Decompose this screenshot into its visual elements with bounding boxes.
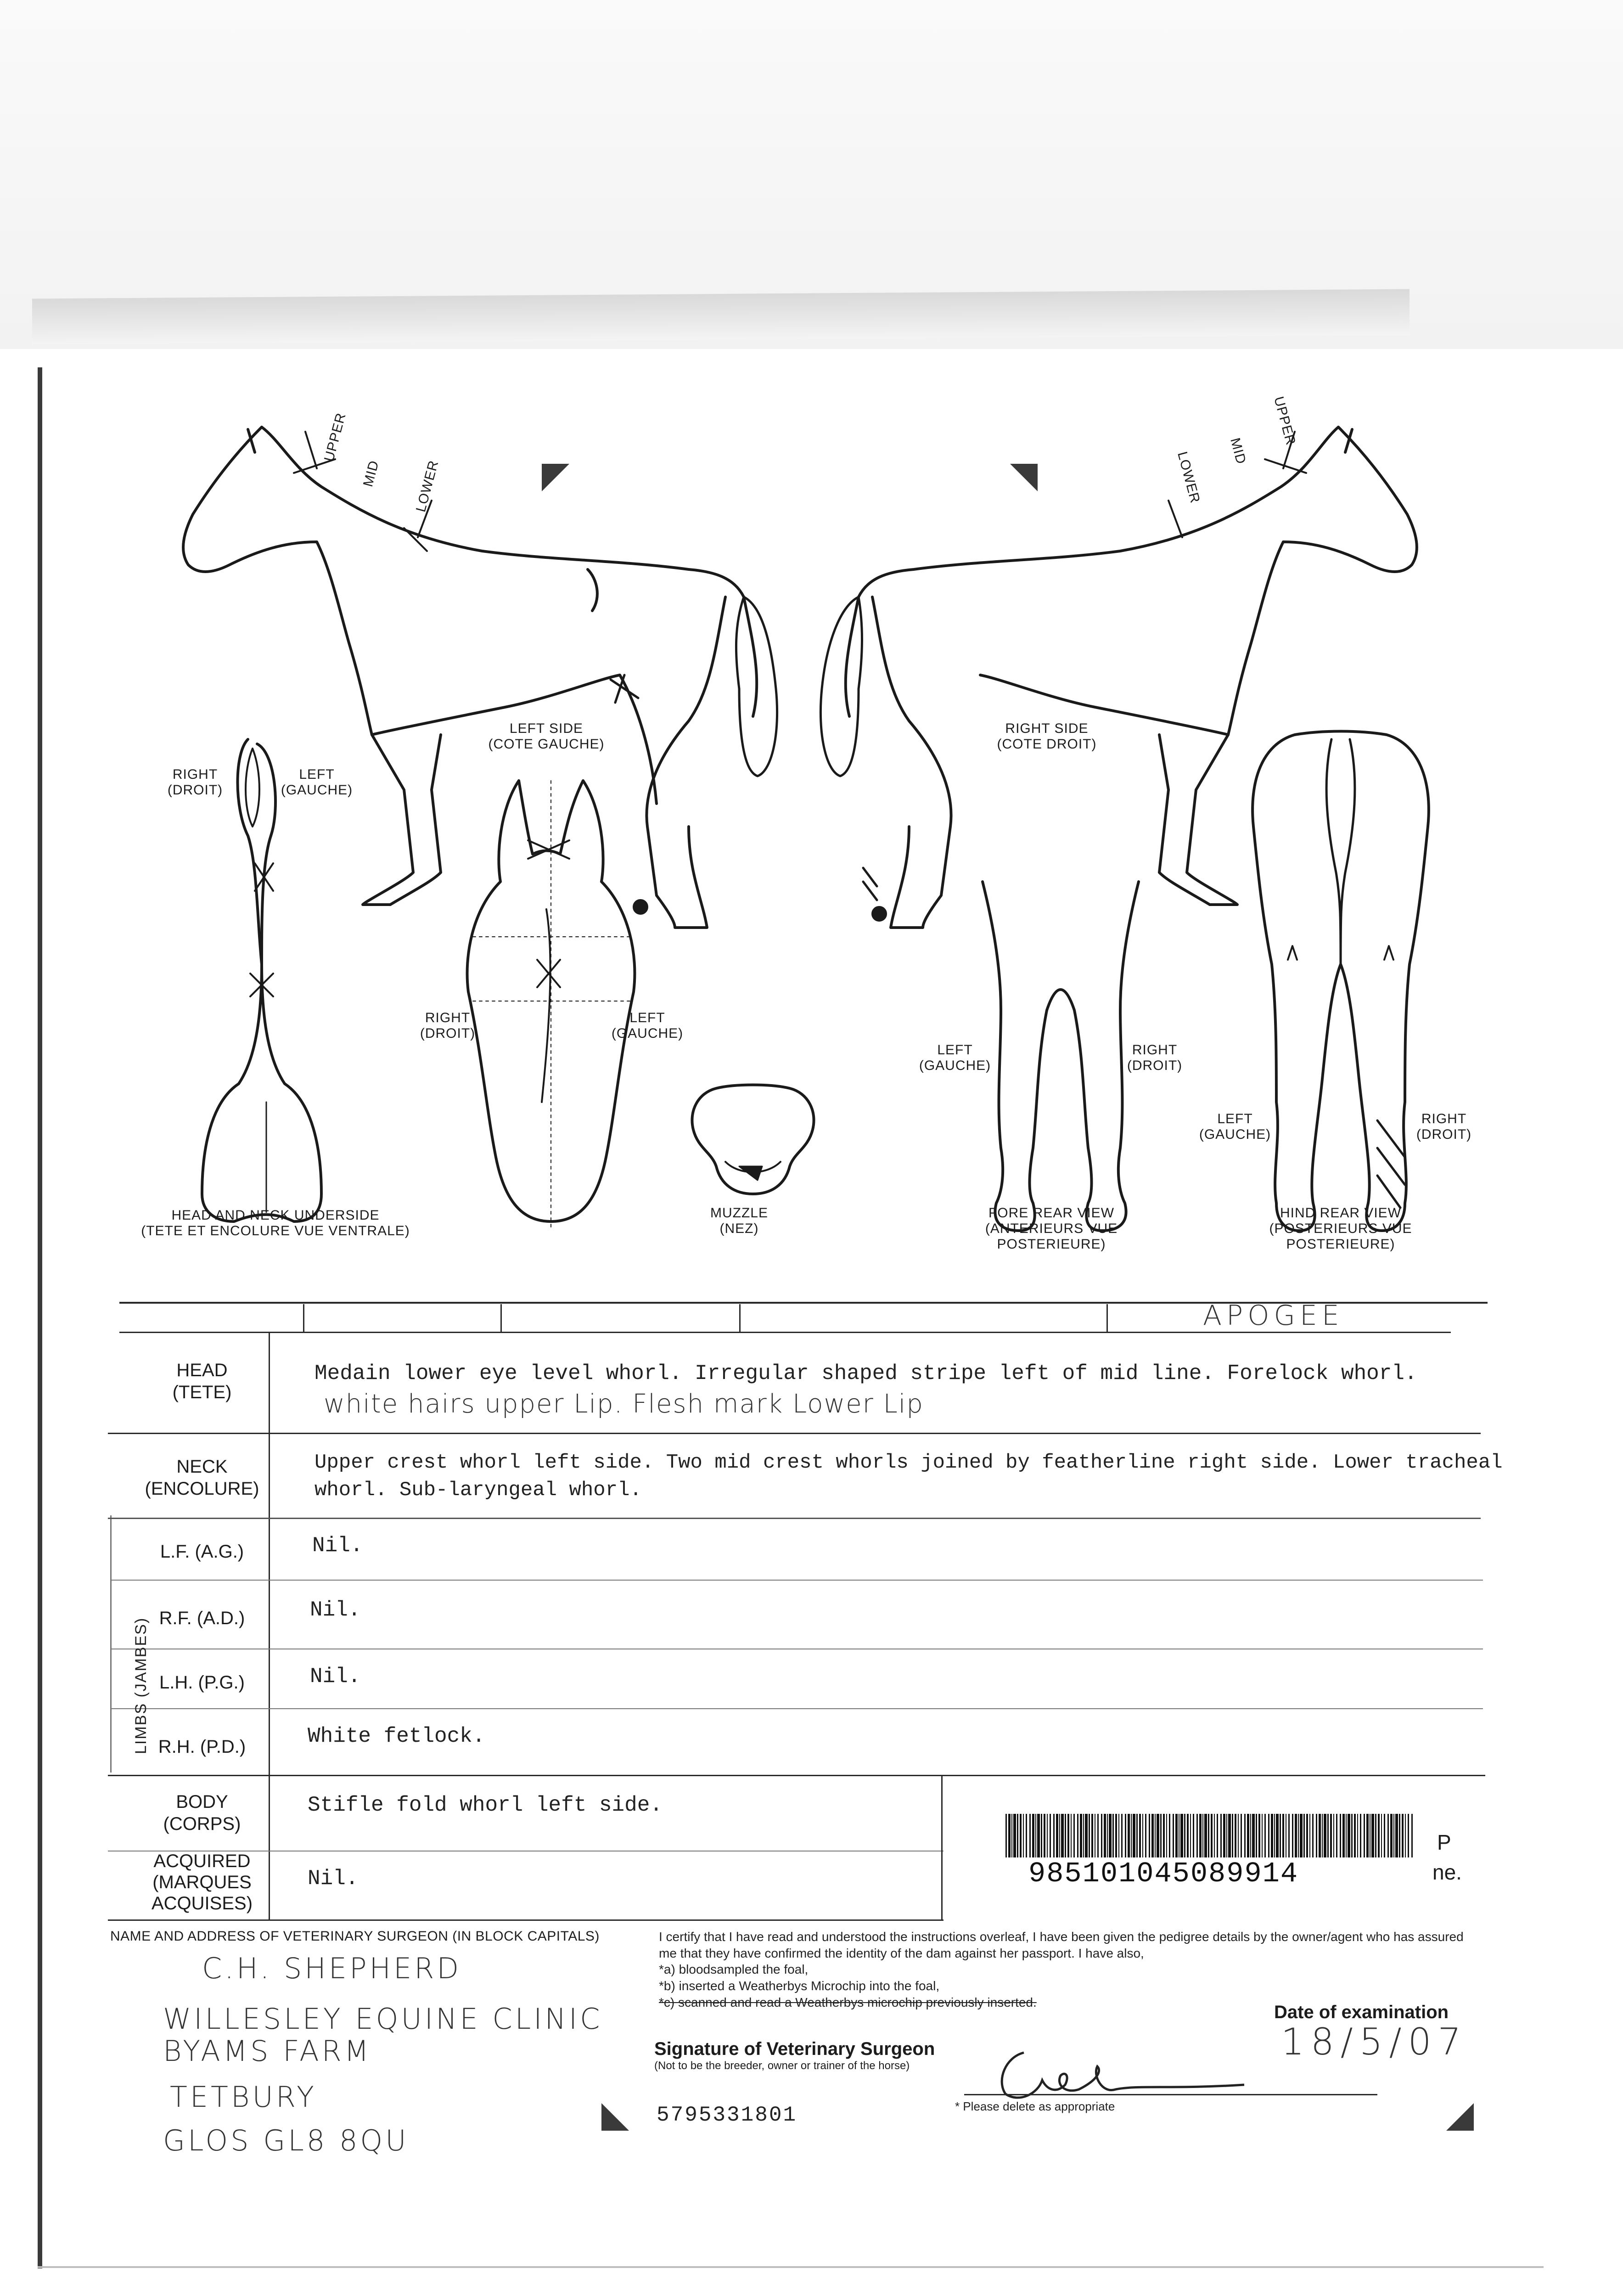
barcode-bar [1322, 1814, 1323, 1857]
hind-rear-view-drawing [1252, 732, 1429, 1231]
barcode-bar [1166, 1814, 1167, 1857]
barcode-bar [1190, 1814, 1191, 1857]
barcode-bar [1256, 1814, 1257, 1857]
header-strip-bottom [119, 1332, 1451, 1333]
barcode-bar [1387, 1814, 1389, 1857]
barcode-bar [1223, 1814, 1225, 1857]
barcode-bar [1020, 1814, 1022, 1857]
barcode-bar [1187, 1814, 1189, 1857]
acquired-row-label: ACQUIRED (MARQUES ACQUISES) [151, 1851, 253, 1913]
barcode-bar [1065, 1814, 1066, 1857]
barcode-bar [1112, 1814, 1114, 1857]
barcode-bar [1041, 1814, 1042, 1857]
exam-date-label: Date of examination [1274, 2002, 1449, 2022]
lh-row-label: L.H. (P.G.) [159, 1672, 245, 1693]
barcode-bar [1381, 1814, 1382, 1857]
barcode-bar [1101, 1814, 1102, 1857]
barcode-bar [1364, 1814, 1365, 1857]
fore-right-label: RIGHT (DROIT) [1127, 1042, 1183, 1073]
head-front-drawing [467, 781, 635, 1231]
barcode-bar [1390, 1814, 1393, 1857]
neck-label-upper-left: UPPER [321, 411, 349, 463]
barcode-bar [1032, 1814, 1034, 1857]
barcode-bar [1258, 1814, 1260, 1857]
barcode-bar [1336, 1814, 1337, 1857]
left-side-label: LEFT SIDE (COTE GAUCHE) [488, 721, 605, 752]
certification-option-a: *a) bloodsampled the foal, [659, 1962, 809, 1976]
barcode-bar [1196, 1814, 1198, 1857]
barcode-bar [1029, 1814, 1031, 1857]
body-value: Stifle fold whorl left side. [308, 1793, 663, 1817]
barcode-bar [1330, 1814, 1332, 1857]
head-handwritten-description: white hairs upper Lip. Flesh mark Lower Lip [324, 1389, 924, 1419]
barcode-bar [1115, 1814, 1117, 1857]
barcode-bar [1125, 1814, 1126, 1857]
barcode-bar [1199, 1814, 1202, 1857]
head-neck-underside-drawing [202, 739, 321, 1221]
barcode-bar [1395, 1814, 1398, 1857]
barcode-bar [1056, 1814, 1058, 1857]
barcode-bar [1346, 1814, 1347, 1857]
barcode-bar [1214, 1814, 1215, 1857]
barcode-bar [1133, 1814, 1135, 1857]
vet-line-1: C.H. SHEPHERD [202, 1952, 462, 1985]
barcode-number: 985101045089914 [1028, 1857, 1299, 1890]
barcode-bar [1268, 1814, 1269, 1857]
horse-left-side-drawing [183, 427, 777, 928]
lf-row-label: L.F. (A.G.) [160, 1542, 244, 1562]
barcode-bar [1264, 1814, 1266, 1857]
barcode-bar [1104, 1814, 1106, 1857]
fore-rear-view-drawing [983, 882, 1139, 1231]
barcode-bar [1232, 1814, 1233, 1857]
barcode-bar [1348, 1814, 1350, 1857]
neck-description-line1: Upper crest whorl left side. Two mid crest whorls joined by featherline right side. Lower tracheal [314, 1451, 1503, 1474]
barcode-bar [1408, 1814, 1409, 1857]
neck-label-mid-left: MID [360, 458, 382, 489]
barcode-bar [1184, 1814, 1185, 1857]
barcode-bar [1399, 1814, 1400, 1857]
barcode-bar [1131, 1814, 1132, 1857]
lh-value: Nil. [310, 1665, 361, 1688]
barcode-bar [1250, 1814, 1251, 1857]
certification-text: I certify that I have read and understood the instructions overleaf, I have been given the pedigree details by the owner/agent who has assured me that they have confirmed the identity of the dam against her passport. I have also, [659, 1930, 1464, 1960]
barcode-bar [1271, 1814, 1273, 1857]
barcode-bar [1059, 1814, 1060, 1857]
signature-scribble [987, 2025, 1272, 2108]
barcode-bar [1312, 1814, 1314, 1857]
barcode-bar [1211, 1814, 1213, 1857]
barcode-bar [1155, 1814, 1156, 1857]
barcode-bar [1044, 1814, 1045, 1857]
head-neck-underside-caption: HEAD AND NECK UNDERSIDE (TETE ET ENCOLURE VUE VENTRALE) [141, 1208, 410, 1238]
body-row-label: BODY (CORPS) [163, 1792, 241, 1834]
barcode-bar [1371, 1814, 1374, 1857]
barcode-side-text-2: ne. [1432, 1860, 1462, 1884]
horse-right-side-drawing [820, 427, 1417, 928]
reference-number: 5795331801 [657, 2103, 797, 2127]
barcode-bar [1276, 1814, 1279, 1857]
barcode-bar [1180, 1814, 1183, 1857]
barcode-bar [1061, 1814, 1064, 1857]
barcode-bar [1128, 1814, 1130, 1857]
barcode-bar [1091, 1814, 1093, 1857]
right-side-label: RIGHT SIDE (COTE DROIT) [997, 721, 1097, 752]
barcode-bar [1235, 1814, 1236, 1857]
underside-right-label: RIGHT (DROIT) [167, 767, 223, 798]
barcode-bar [1080, 1814, 1082, 1857]
barcode-bar [1013, 1814, 1016, 1857]
rf-value: Nil. [310, 1598, 361, 1622]
barcode-bar [1005, 1814, 1007, 1857]
barcode-bar [1366, 1814, 1369, 1857]
barcode-bar [1340, 1814, 1341, 1857]
barcode-bar [1405, 1814, 1406, 1857]
head-right-label: RIGHT (DROIT) [420, 1010, 476, 1041]
barcode-bar [1280, 1814, 1281, 1857]
hind-left-label: LEFT (GAUCHE) [1199, 1111, 1271, 1142]
barcode-bar [1327, 1814, 1329, 1857]
barcode-bar [1083, 1814, 1084, 1857]
barcode-bar [1208, 1814, 1209, 1857]
barcode-bar [1295, 1814, 1297, 1857]
header-strip-text: APOGEE [1203, 1300, 1344, 1332]
barcode-bar [1402, 1814, 1404, 1857]
barcode-bar [1319, 1814, 1321, 1857]
barcode-bar [1008, 1814, 1011, 1857]
barcode-bar [1163, 1814, 1165, 1857]
barcode-bar [1202, 1814, 1203, 1857]
barcode-bar [1298, 1814, 1299, 1857]
barcode-bar [1050, 1814, 1051, 1857]
barcode-bar [1292, 1814, 1293, 1857]
barcode-bar [1303, 1814, 1305, 1857]
barcode-bar [1357, 1814, 1358, 1857]
barcode-bar [1333, 1814, 1334, 1857]
barcode-bar [1037, 1814, 1040, 1857]
barcode-bar [1053, 1814, 1055, 1857]
barcode-bar [1142, 1814, 1143, 1857]
barcode-bar [1023, 1814, 1024, 1857]
barcode-side-text-1: P [1437, 1830, 1451, 1854]
signature-note: (Not to be the breeder, owner or trainer of the horse) [654, 2060, 910, 2072]
barcode-bar [1089, 1814, 1090, 1857]
barcode-bar [1342, 1814, 1345, 1857]
barcode-bar [1241, 1814, 1242, 1857]
barcode-bar [1077, 1814, 1078, 1857]
barcode-bar [1393, 1814, 1394, 1857]
barcode-bar [1228, 1814, 1231, 1857]
barcode-bar [1204, 1814, 1207, 1857]
neck-label-lower-right: LOWER [1174, 450, 1203, 505]
barcode-bar [1193, 1814, 1194, 1857]
vet-line-5: GLOS GL8 8QU [163, 2124, 409, 2157]
barcode-bar [1139, 1814, 1141, 1857]
barcode-bar [1226, 1814, 1227, 1857]
barcode-bar [1071, 1814, 1072, 1857]
barcode-bar [1247, 1814, 1249, 1857]
barcode-bar [1085, 1814, 1088, 1857]
hind-rear-view-caption: HIND REAR VIEW (POSTERIEURS VUE POSTERIEURE) [1269, 1205, 1412, 1252]
head-row-label: HEAD (TETE) [172, 1360, 232, 1402]
signature-label: Signature of Veterinary Surgeon [654, 2039, 935, 2059]
barcode-bar [1316, 1814, 1317, 1857]
certification-option-c: *c) scanned and read a Weatherbys microchip previously inserted. [659, 1995, 1037, 2009]
barcode-bar [1300, 1814, 1303, 1857]
corner-mark-icon [542, 464, 569, 491]
barcode-bar [1238, 1814, 1239, 1857]
neck-description-line2: whorl. Sub-laryngeal whorl. [314, 1479, 642, 1502]
vet-line-2: WILLESLEY EQUINE CLINIC [163, 2002, 603, 2036]
barcode-bar [1169, 1814, 1170, 1857]
head-typed-description: Medain lower eye level whorl. Irregular shaped stripe left of mid line. Forelock whorl. [314, 1362, 1417, 1385]
barcode-bar [1309, 1814, 1310, 1857]
barcode-bar [1073, 1814, 1075, 1857]
barcode-bar [1375, 1814, 1376, 1857]
exam-date-value: 18/5/07 [1281, 2020, 1468, 2063]
barcode-bar [1157, 1814, 1159, 1857]
barcode-bar [1109, 1814, 1112, 1857]
vet-line-4: TETBURY [170, 2080, 317, 2114]
barcode-bar [1262, 1814, 1263, 1857]
acquired-value: Nil. [308, 1867, 359, 1891]
fore-rear-view-caption: FORE REAR VIEW (ANTERIEURS VUE POSTERIEURE) [985, 1205, 1118, 1252]
neck-row-label: NECK (ENCOLURE) [145, 1457, 259, 1499]
barcode-bar [1274, 1814, 1275, 1857]
rh-row-label: R.H. (P.D.) [158, 1737, 246, 1757]
lf-value: Nil. [312, 1534, 363, 1558]
barcode-bar [1175, 1814, 1178, 1857]
barcode-bar [1306, 1814, 1308, 1857]
barcode-bar [1244, 1814, 1246, 1857]
barcode-bar [1360, 1814, 1361, 1857]
barcode-bar [1351, 1814, 1353, 1857]
barcode-bar [1173, 1814, 1174, 1857]
vet-line-3: BYAMS FARM [163, 2034, 372, 2068]
barcode-bar [1107, 1814, 1108, 1857]
barcode-bar [1252, 1814, 1255, 1857]
barcode-bar [1151, 1814, 1154, 1857]
barcode-bar [1067, 1814, 1069, 1857]
neck-label-upper-right: UPPER [1271, 395, 1299, 447]
rf-row-label: R.F. (A.D.) [159, 1608, 245, 1628]
microchip-barcode [1005, 1814, 1419, 1860]
barcode-bar [1282, 1814, 1284, 1857]
barcode-bar [1035, 1814, 1036, 1857]
barcode-bar [1384, 1814, 1385, 1857]
barcode-bar [1145, 1814, 1146, 1857]
vet-name-heading: NAME AND ADDRESS OF VETERINARY SURGEON (IN BLOCK CAPITALS) [110, 1929, 600, 1944]
barcode-bar [1324, 1814, 1326, 1857]
muzzle-caption: MUZZLE (NEZ) [710, 1205, 768, 1236]
barcode-bar [1411, 1814, 1413, 1857]
hind-right-label: RIGHT (DROIT) [1416, 1111, 1472, 1142]
barcode-bar [1017, 1814, 1018, 1857]
head-left-label: LEFT (GAUCHE) [611, 1010, 684, 1041]
barcode-bar [1097, 1814, 1099, 1857]
barcode-bar [1378, 1814, 1380, 1857]
neck-label-mid-right: MID [1227, 436, 1249, 466]
barcode-bar [1118, 1814, 1119, 1857]
barcode-bar [1288, 1814, 1290, 1857]
barcode-bar [1160, 1814, 1162, 1857]
delete-note: * Please delete as appropriate [955, 2099, 1115, 2113]
barcode-bar [1149, 1814, 1150, 1857]
barcode-bar [1121, 1814, 1123, 1857]
barcode-bar [1011, 1814, 1012, 1857]
rh-value: White fetlock. [308, 1724, 485, 1748]
barcode-bar [1354, 1814, 1356, 1857]
barcode-bar [1217, 1814, 1218, 1857]
certification-option-b: *b) inserted a Weatherbys Microchip into the foal, [659, 1979, 940, 1993]
barcode-bar [1136, 1814, 1138, 1857]
muzzle-drawing [692, 1085, 814, 1194]
neck-label-lower-left: LOWER [413, 458, 442, 514]
barcode-bar [1026, 1814, 1027, 1857]
underside-left-label: LEFT (GAUCHE) [281, 767, 353, 798]
limbs-group-label: LIMBS (JAMBES) [132, 1617, 150, 1754]
fore-left-label: LEFT (GAUCHE) [919, 1042, 991, 1073]
barcode-bar [1047, 1814, 1048, 1857]
barcode-bar [1220, 1814, 1222, 1857]
